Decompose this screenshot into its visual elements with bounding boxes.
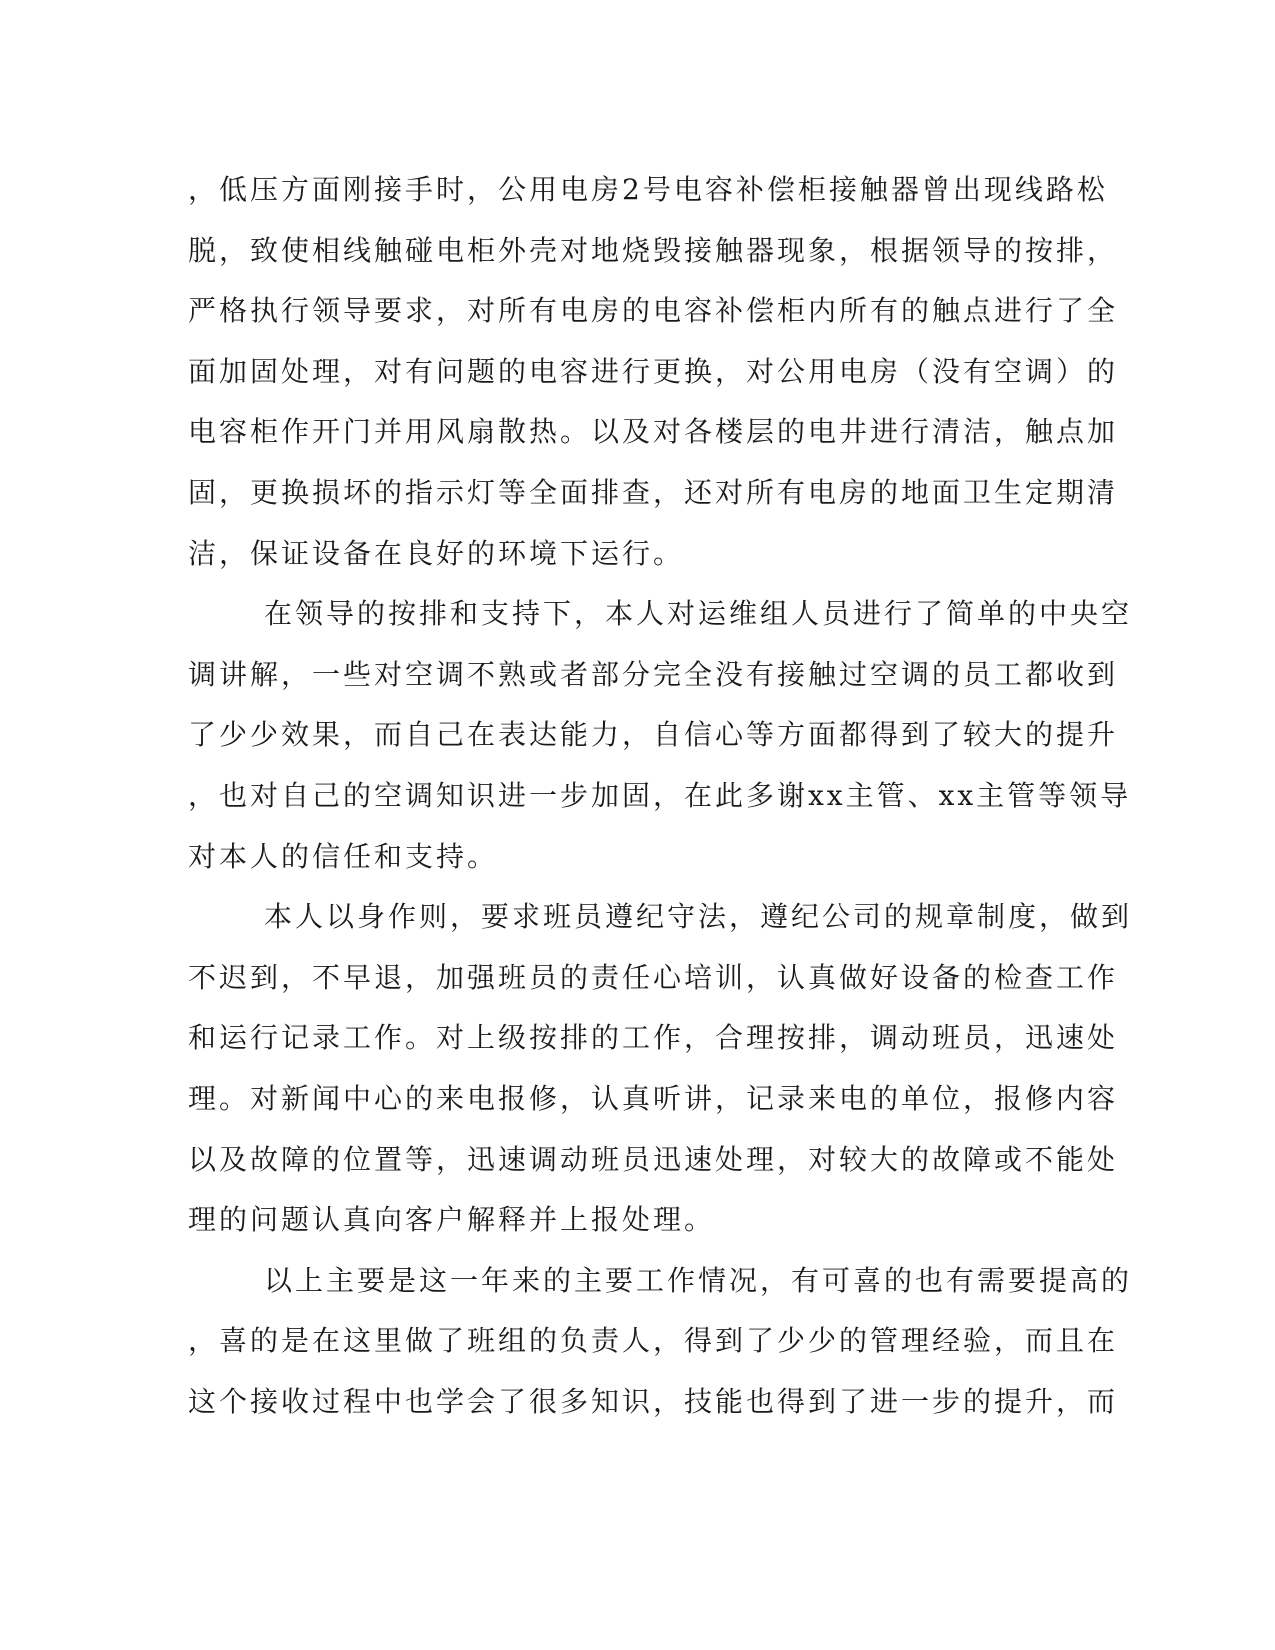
text-line: 理的问题认真向客户解释并上报处理。 [188,1203,716,1237]
text-line: 了少少效果，而自己在表达能力，自信心等方面都得到了较大的提升 [188,718,1119,752]
text-line: ，也对自己的空调知识进一步加固，在此多谢xx主管、xx主管等领导 [188,778,1132,812]
text-line: 面加固处理，对有问题的电容进行更换，对公用电房（没有空调）的 [188,354,1119,388]
text-line: 固，更换损坏的指示灯等全面排查，还对所有电房的地面卫生定期清 [188,475,1119,509]
text-line: 不迟到，不早退，加强班员的责任心培训，认真做好设备的检查工作 [188,960,1119,994]
text-line: ，喜的是在这里做了班组的负责人，得到了少少的管理经验，而且在 [188,1324,1119,1358]
text-line: 洁，保证设备在良好的环境下运行。 [188,536,685,570]
text-line: 理。对新闻中心的来电报修，认真听讲，记录来电的单位，报修内容 [188,1081,1119,1115]
paragraph-first-line: 以上主要是这一年来的主要工作情况，有可喜的也有需要提高的 [264,1263,1133,1297]
paragraph-first-line: 本人以身作则，要求班员遵纪守法，遵纪公司的规章制度，做到 [264,900,1133,934]
text-line: 脱，致使相线触碰电柜外壳对地烧毁接触器现象，根据领导的按排， [188,233,1119,267]
paragraph-first-line: 在领导的按排和支持下，本人对运维组人员进行了简单的中央空 [264,597,1133,631]
text-line: 以及故障的位置等，迅速调动班员迅速处理，对较大的故障或不能处 [188,1142,1119,1176]
text-line: 电容柜作开门并用风扇散热。以及对各楼层的电井进行清洁，触点加 [188,415,1119,449]
text-line: 这个接收过程中也学会了很多知识，技能也得到了进一步的提升，而 [188,1384,1119,1418]
document-body [188,160,1133,1432]
text-line: 严格执行领导要求，对所有电房的电容补偿柜内所有的触点进行了全 [188,294,1119,328]
text-line: 调讲解，一些对空调不熟或者部分完全没有接触过空调的员工都收到 [188,657,1119,691]
text-line: 和运行记录工作。对上级按排的工作，合理按排，调动班员，迅速处 [188,1021,1119,1055]
text-line: 对本人的信任和支持。 [188,839,499,873]
text-line: ，低压方面刚接手时，公用电房2号电容补偿柜接触器曾出现线路松 [188,173,1108,206]
